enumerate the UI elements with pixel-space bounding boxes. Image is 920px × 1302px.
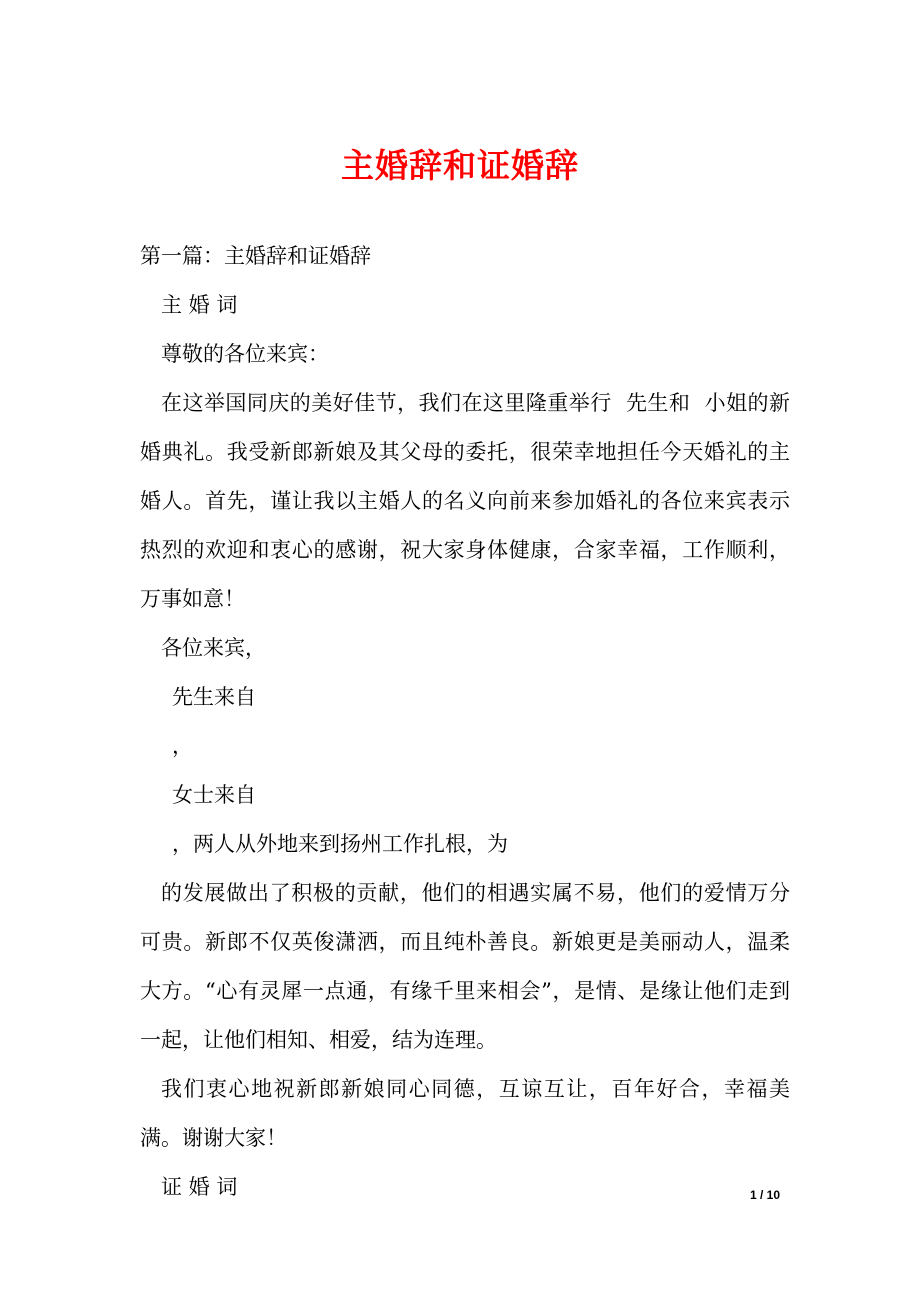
page-number: 1 / 10 <box>749 1188 780 1202</box>
document-body <box>140 232 790 1212</box>
salutation: 尊敬的各位来宾： <box>161 342 329 366</box>
paragraph-bride-from: 女士来自 <box>172 783 256 807</box>
section-heading: 第一篇：主婚辞和证婚辞 <box>140 244 371 268</box>
paragraph-blessing: 我们衷心地祝新郎新娘同心同德，互谅互让，百年好合，幸福美满。谢谢大家！ <box>140 1077 790 1150</box>
paragraph-opening: 在这举国同庆的美好佳节，我们在这里隆重举行 先生和 小姐的新婚典礼。我受新郎新娘及其父母的委托，很荣幸地担任今天婚礼的主婚人。首先，谨让我以主婚人的名义向前来参加婚礼的各位来宾表示热烈的欢迎和衷心的感谢，祝大家身体健康，合家幸福，工作顺利，万事如意！ <box>140 391 790 611</box>
subheading-host-speech: 主 婚 词 <box>161 293 238 317</box>
paragraph-groom-from: 先生来自 <box>172 685 256 709</box>
paragraph-guests: 各位来宾， <box>161 636 266 660</box>
paragraph-work: ，两人从外地来到扬州工作扎根，为 <box>172 832 508 856</box>
paragraph-couple: 的发展做出了积极的贡献，他们的相遇实属不易，他们的爱情万分可贵。新郎不仅英俊潇洒，而且纯朴善良。新娘更是美丽动人，温柔大方。“心有灵犀一点通，有缘千里来相会”，是情、是缘让他们走到一起，让他们相知、相爱，结为连理。 <box>140 881 790 1052</box>
subheading-witness-speech: 证 婚 词 <box>161 1175 238 1199</box>
paragraph-comma: ， <box>172 734 193 758</box>
document-title: 主婚辞和证婚辞 <box>341 146 579 185</box>
